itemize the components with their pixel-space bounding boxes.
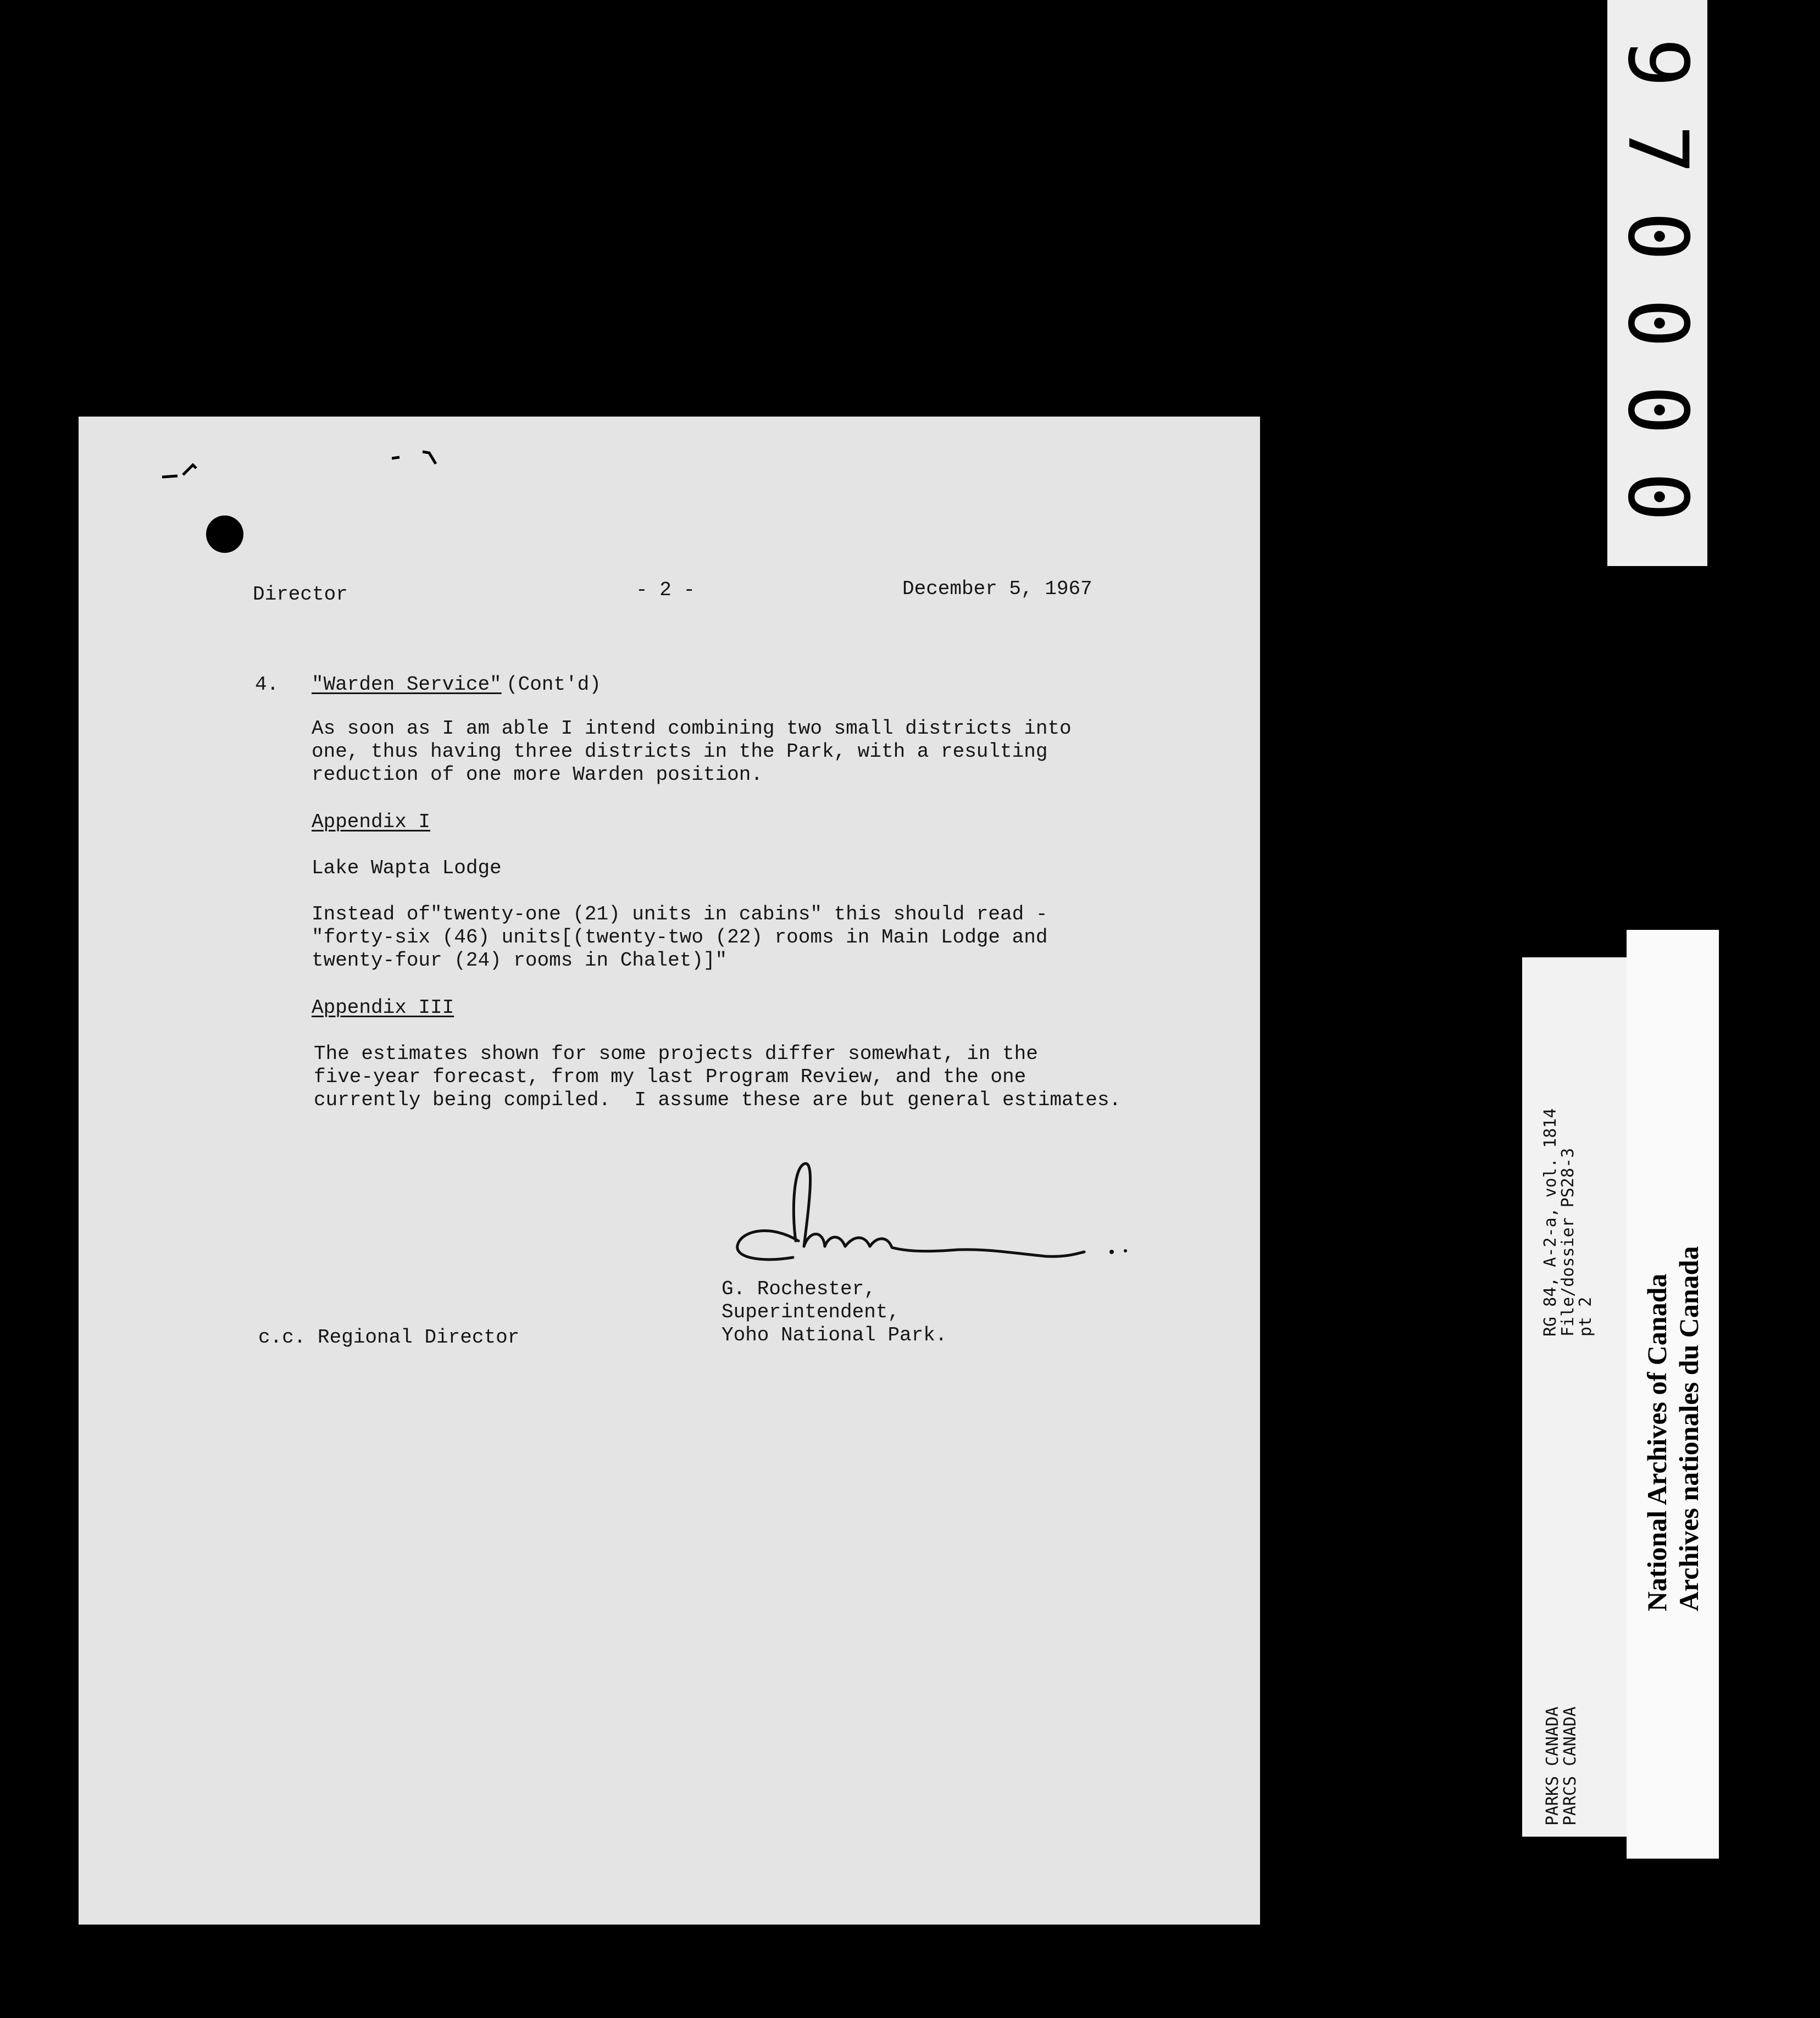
scan-speck: [392, 447, 441, 469]
signatory-organization: Yoho National Park.: [722, 1324, 947, 1346]
signatory-name: G. Rochester,: [722, 1278, 876, 1300]
letter-page: [79, 417, 1260, 1925]
letter-date: December 5, 1967: [902, 578, 1092, 600]
archive-reference-label: [1522, 957, 1627, 1837]
scan-speck: [161, 459, 205, 481]
frame-digit: 0: [1610, 211, 1705, 262]
appendix-i-heading: Appendix I: [312, 811, 431, 833]
appendix-iii-line: The estimates shown for some projects differ somewhat, in the: [314, 1043, 1038, 1065]
paragraph-line: one, thus having three districts in the Park, with a resulting: [312, 740, 1048, 763]
national-archives-label: [1627, 930, 1719, 1859]
frame-digit: 9: [1610, 37, 1705, 88]
appendix-i-line: "forty-six (46) units[(twenty-two (22) rooms in Main Lodge and: [312, 926, 1048, 949]
page-number: - 2 -: [636, 579, 696, 601]
carbon-copy: c.c. Regional Director: [258, 1326, 520, 1349]
agency-name: PARKS CANADA: [1543, 1706, 1562, 1826]
agency-name: PARCS CANADA: [1561, 1706, 1580, 1826]
section-title-suffix: (Cont'd): [506, 673, 601, 696]
institution-name-en: National Archives of Canada: [1641, 1273, 1672, 1611]
handwritten-signature: [727, 1158, 1156, 1285]
appendix-i-subheading: Lake Wapta Lodge: [312, 857, 502, 879]
addressee: Director: [253, 583, 348, 606]
archive-reference-line: File/dossier PS28-3: [1558, 1147, 1578, 1337]
appendix-iii-heading: Appendix III: [312, 996, 454, 1019]
frame-digit: 7: [1610, 124, 1705, 175]
paragraph-line: As soon as I am able I intend combining two small districts into: [312, 717, 1072, 740]
punch-hole: [204, 513, 246, 555]
archive-reference-line: pt 2: [1576, 1296, 1595, 1337]
appendix-iii-line: five-year forecast, from my last Program Review, and the one: [314, 1066, 1026, 1088]
signatory-title: Superintendent,: [722, 1301, 900, 1323]
appendix-i-line: Instead of"twenty-one (21) units in cabins" this should read -: [312, 903, 1048, 925]
frame-digit: 0: [1610, 472, 1705, 522]
section-number: 4.: [255, 673, 279, 696]
frame-number-strip: [1607, 0, 1707, 566]
frame-digit: 0: [1610, 385, 1705, 435]
paragraph-line: reduction of one more Warden position.: [312, 763, 763, 786]
frame-digit: 0: [1610, 298, 1705, 348]
appendix-i-line: twenty-four (24) rooms in Chalet)]": [312, 949, 728, 972]
archive-reference-line: RG 84, A-2-a, vol. 1814: [1541, 1108, 1560, 1337]
appendix-iii-line: currently being compiled. I assume these are but general estimates.: [314, 1089, 1122, 1111]
institution-name-fr: Archives nationales du Canada: [1673, 1246, 1704, 1611]
section-title: "Warden Service": [312, 673, 502, 696]
